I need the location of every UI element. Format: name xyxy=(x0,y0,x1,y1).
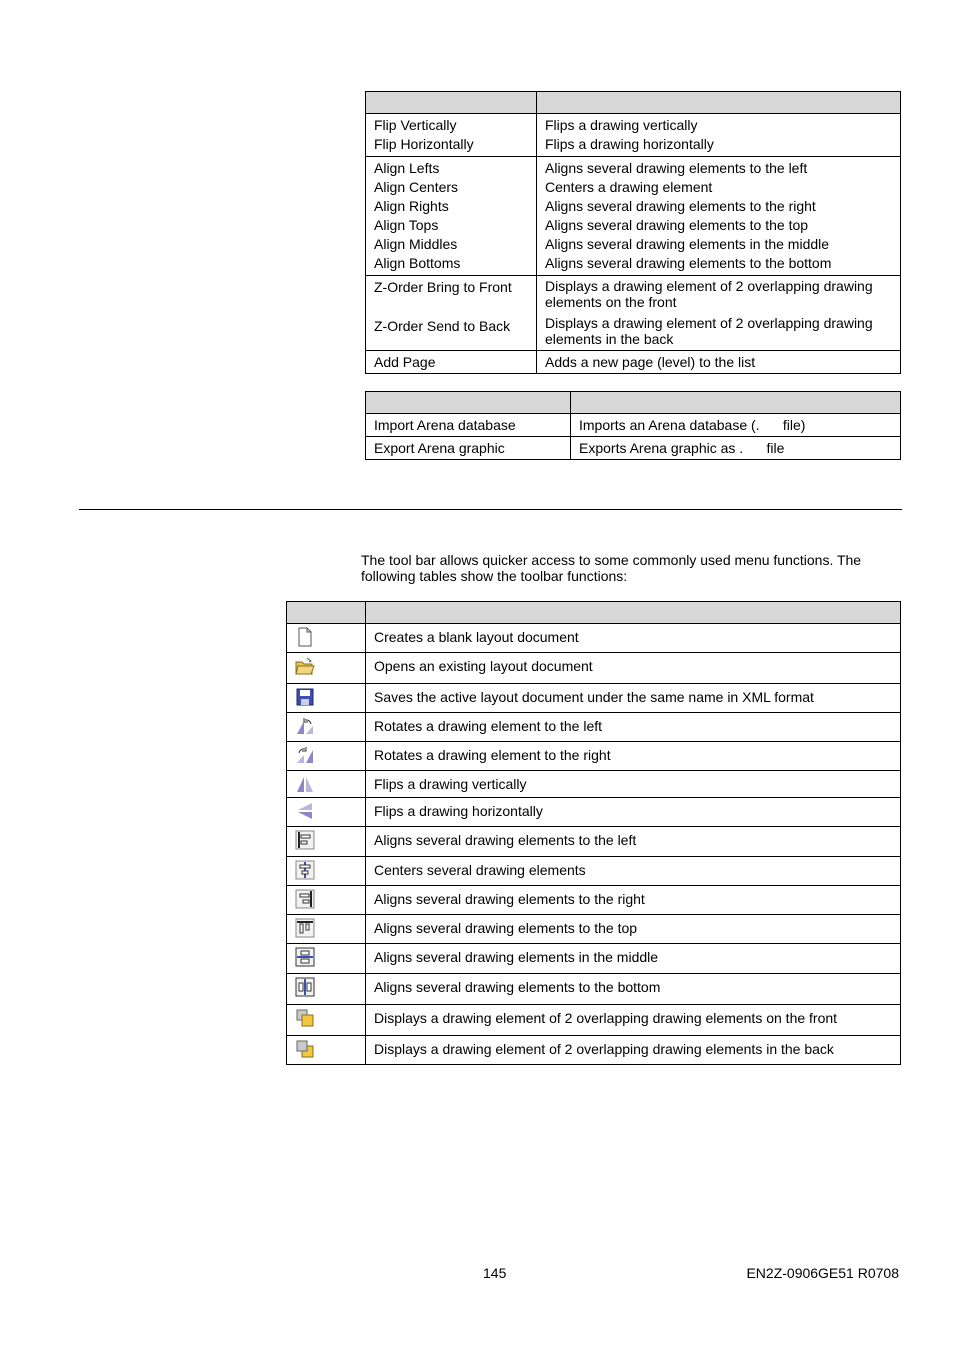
menu-item-description: Displays a drawing element of 2 overlapping drawing elements on the front xyxy=(545,278,873,310)
rotate-left-icon xyxy=(295,716,315,736)
table-header-row xyxy=(366,392,901,414)
icon-cell xyxy=(287,742,366,771)
flip-vertical-icon xyxy=(295,774,315,794)
icon-cell xyxy=(287,798,366,827)
menu-item-description: Imports an Arena database (. file) xyxy=(571,414,901,437)
table-row xyxy=(287,684,901,713)
toolbar-functions-table xyxy=(286,601,901,1065)
menu-item-name: Add Page xyxy=(366,351,537,374)
table-row xyxy=(287,857,901,886)
menu-item-names xyxy=(366,114,537,157)
menu-item-name: Align Centers xyxy=(374,179,459,195)
table-header-row xyxy=(287,602,901,624)
menu-item-descriptions xyxy=(537,157,901,276)
icon-cell xyxy=(287,713,366,742)
menu-item-description: Displays a drawing element of 2 overlapping drawing elements in the back xyxy=(545,315,873,347)
table-row xyxy=(287,1005,901,1036)
menu-item-description: Flips a drawing horizontally xyxy=(545,136,714,152)
table-row xyxy=(287,798,901,827)
menu-item-description: Centers a drawing element xyxy=(545,179,713,195)
menu-item-name: Align Rights xyxy=(374,198,449,214)
toolbar-description: Rotates a drawing element to the left xyxy=(366,713,901,742)
icon-cell xyxy=(287,653,366,684)
menu-item-description: Aligns several drawing elements to the top xyxy=(545,217,809,233)
menu-item-description: Aligns several drawing elements to the bottom xyxy=(545,255,832,271)
table-row xyxy=(287,713,901,742)
menu-item-name: Flip Horizontally xyxy=(374,136,474,152)
column-header xyxy=(366,602,901,624)
table-row xyxy=(366,157,901,276)
toolbar-description: Aligns several drawing elements to the left xyxy=(366,827,901,857)
toolbar-description: Centers several drawing elements xyxy=(366,857,901,886)
icon-cell xyxy=(287,944,366,974)
toolbar-description: Opens an existing layout document xyxy=(366,653,901,684)
menu-item-descriptions xyxy=(537,114,901,157)
table-row xyxy=(287,742,901,771)
toolbar-description: Aligns several drawing elements in the middle xyxy=(366,944,901,974)
section-divider xyxy=(79,509,902,510)
menu-item-name: Export Arena graphic xyxy=(366,437,571,460)
icon-cell xyxy=(287,974,366,1005)
icon-cell xyxy=(287,857,366,886)
toolbar-description: Aligns several drawing elements to the bottom xyxy=(366,974,901,1005)
table-row xyxy=(366,437,901,460)
menu-item-descriptions xyxy=(537,276,901,351)
rotate-right-icon xyxy=(295,745,315,765)
import-export-table xyxy=(365,391,901,460)
toolbar-description: Displays a drawing element of 2 overlapping drawing elements on the front xyxy=(366,1005,901,1036)
icon-cell xyxy=(287,1005,366,1036)
icon-cell xyxy=(287,624,366,653)
menu-item-description: Aligns several drawing elements to the right xyxy=(545,198,816,214)
column-header xyxy=(366,92,537,114)
page-number: 145 xyxy=(483,1265,507,1281)
save-disk-icon xyxy=(295,687,315,707)
icon-cell xyxy=(287,771,366,798)
icon-cell xyxy=(287,915,366,944)
open-folder-icon xyxy=(295,656,315,676)
menu-item-name: Align Tops xyxy=(374,217,439,233)
table-row xyxy=(287,974,901,1005)
toolbar-description: Flips a drawing horizontally xyxy=(366,798,901,827)
table-row xyxy=(366,114,901,157)
column-header xyxy=(287,602,366,624)
align-top-icon xyxy=(295,918,315,938)
menu-item-name: Align Lefts xyxy=(374,160,440,176)
align-right-icon xyxy=(295,889,315,909)
toolbar-description: Aligns several drawing elements to the right xyxy=(366,886,901,915)
column-header xyxy=(537,92,901,114)
menu-item-description: Aligns several drawing elements to the left xyxy=(545,160,808,176)
table-row xyxy=(287,771,901,798)
icon-cell xyxy=(287,684,366,713)
table-row xyxy=(287,1036,901,1065)
table-row xyxy=(366,414,901,437)
toolbar-description: Aligns several drawing elements to the top xyxy=(366,915,901,944)
menu-item-name: Import Arena database xyxy=(366,414,571,437)
new-document-icon xyxy=(295,627,315,647)
table-row xyxy=(287,886,901,915)
menu-item-name: Z-Order Bring to Front xyxy=(374,279,512,295)
align-center-icon xyxy=(295,860,315,880)
icon-cell xyxy=(287,1036,366,1065)
table-row xyxy=(287,915,901,944)
table-row xyxy=(366,351,901,374)
table-row xyxy=(287,944,901,974)
flip-horizontal-icon xyxy=(295,801,315,821)
toolbar-description: Flips a drawing vertically xyxy=(366,771,901,798)
menu-item-description: Exports Arena graphic as . file xyxy=(571,437,901,460)
menu-item-name: Align Bottoms xyxy=(374,255,461,271)
table-row xyxy=(366,276,901,351)
toolbar-intro-text: The tool bar allows quicker access to some commonly used menu functions. The following tables show the toolbar functions: xyxy=(361,552,862,584)
align-middle-icon xyxy=(295,947,315,967)
align-bottom-icon xyxy=(295,977,315,997)
document-code: EN2Z-0906GE51 R0708 xyxy=(746,1265,899,1281)
table-row xyxy=(287,624,901,653)
table-header-row xyxy=(366,92,901,114)
menu-item-name: Z-Order Send to Back xyxy=(374,318,511,334)
toolbar-description: Rotates a drawing element to the right xyxy=(366,742,901,771)
column-header xyxy=(571,392,901,414)
column-header xyxy=(366,392,571,414)
menu-item-description: Aligns several drawing elements in the middle xyxy=(545,236,830,252)
menu-item-names xyxy=(366,157,537,276)
bring-to-front-icon xyxy=(295,1008,315,1028)
menu-item-name: Flip Vertically xyxy=(374,117,457,133)
icon-cell xyxy=(287,827,366,857)
send-to-back-icon xyxy=(295,1039,315,1059)
menu-item-names xyxy=(366,276,537,351)
toolbar-description: Creates a blank layout document xyxy=(366,624,901,653)
align-left-icon xyxy=(295,830,315,850)
menu-functions-table xyxy=(365,91,901,374)
table-row xyxy=(287,653,901,684)
menu-item-description: Adds a new page (level) to the list xyxy=(537,351,901,374)
menu-item-name: Align Middles xyxy=(374,236,458,252)
menu-item-description: Flips a drawing vertically xyxy=(545,117,698,133)
toolbar-description: Displays a drawing element of 2 overlapping drawing elements in the back xyxy=(366,1036,901,1065)
icon-cell xyxy=(287,886,366,915)
toolbar-description: Saves the active layout document under the same name in XML format xyxy=(366,684,901,713)
table-row xyxy=(287,827,901,857)
